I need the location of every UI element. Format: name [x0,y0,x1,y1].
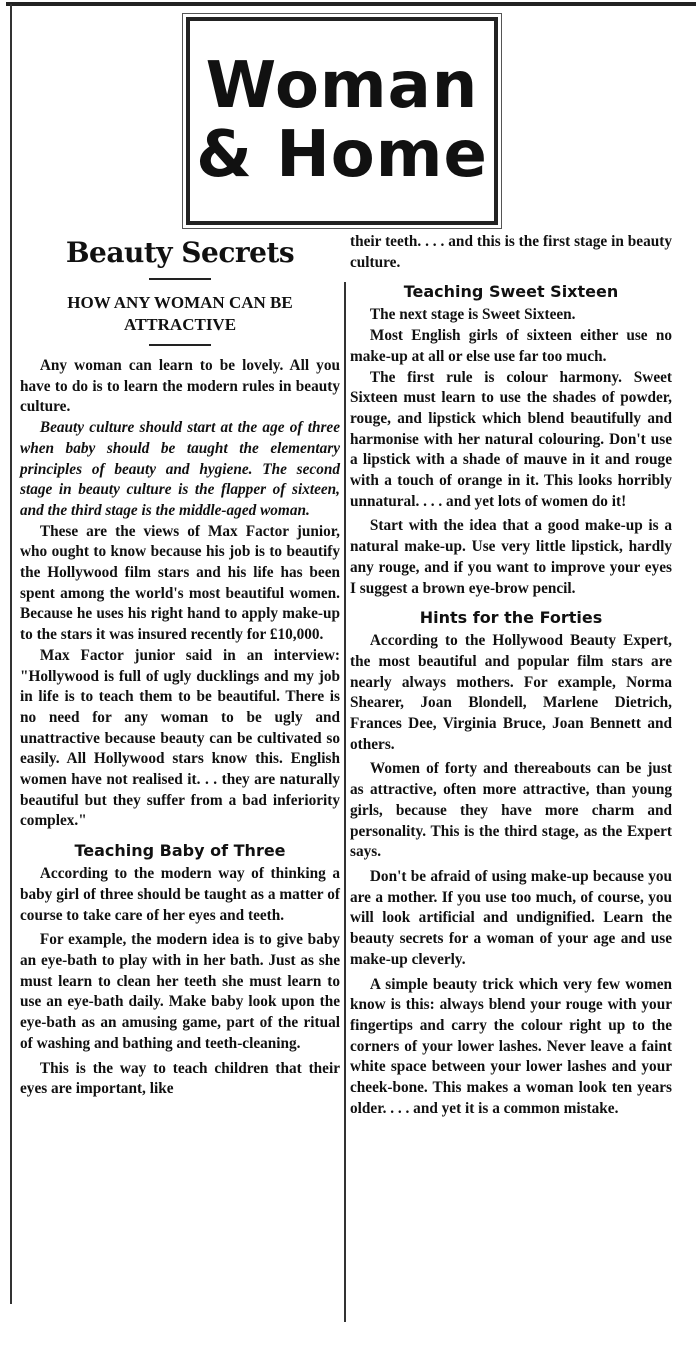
left-column [20,232,340,1100]
quote-paragraph: Max Factor junior said in an interview: "Hollywood is full of ugly ducklings and my job in life is to teach them to be beautiful. There is no need for any woman to be ugly and unattractive because beauty can be cultivated so easily. All Hollywood stars know this. English women have not realised it. . . they are naturally beautiful but they suffer from a bad inferiority complex." [20,646,340,830]
title-rule [149,278,211,280]
body-paragraph: According to the modern way of thinking a baby girl of three should be taught as a matter of course to take care of her eyes and teeth. [20,865,340,924]
body-paragraph: For example, the modern idea is to give baby an eye-bath to play with in her bath. Just as she must learn to clean her teeth she must learn to use an eye-bath daily. Make baby look upon the eye-bath as an amusing game, part of the ritual of washing and bathing and teeth-cleaning. [20,931,340,1052]
body-paragraph: This is the way to teach children that their eyes are important, like [20,1059,340,1098]
continued-paragraph: their teeth. . . . and this is the first stage in beauty culture. [350,233,672,271]
intro-paragraph: Any woman can learn to be lovely. All you have to do is to learn the modern rules in beauty culture. [20,357,340,416]
body-paragraph: Women of forty and thereabouts can be just as attractive, often more attractive, than young girls, because they have more charm and personality. This is the third stage, as the Expert says. [350,760,672,861]
top-border-rule [6,2,696,6]
body-paragraph: The next stage is Sweet Sixteen. [369,306,576,324]
section-heading-baby: Teaching Baby of Three [74,841,286,861]
body-paragraph: According to the Hollywood Beauty Expert, the most beautiful and popular film stars are nearly always mothers. For example, Norma Shearer, Joan Blondell, Marlene Dietrich, Frances Dee, Virginia Bruce, Joan Bennett and others. [350,632,672,753]
masthead-line-2: & Home [196,118,488,192]
body-paragraph: Most English girls of sixteen either use no make-up at all or else use far too much. [350,327,672,365]
body-paragraph: Start with the idea that a good make-up is a natural make-up. Use very little lipstick, hardly any rouge, and if you want to improve your eyes I suggest a brown eye-brow pencil. [350,517,672,597]
body-paragraph: Don't be afraid of using make-up because you are a mother. If you use too much, of course, you will look artificial and undignified. Learn the beauty secrets for a woman of your age and use make-up cleverly. [350,867,672,968]
body-paragraph: The first rule is colour harmony. Sweet Sixteen must learn to use the shades of powder, rouge, and lipstick which blend beautifully and harmonise with her natural colouring. Don't use a lipstick with a shade of mauve in it and rouge with a touch of orange in it. This looks horribly unnatural. . . . and yet lots of women do it! [350,368,672,510]
italic-paragraph: Beauty culture should start at the age of three when baby should be taught the elementary principles of beauty and hygiene. The second stage in beauty culture is the flapper of sixteen, and the third stage is the middle-aged woman. [20,419,340,519]
masthead-box [186,17,498,225]
right-column [350,232,672,1119]
body-paragraph: A simple beauty trick which very few women know is this: always blend your rouge with your fingertips and carry the colour right up to the corners of your lower lashes. Never leave a faint white space between your lower lashes and your cheek-bone. This makes a woman look ten years older. . . . and yet it is a common mistake. [350,975,672,1117]
section-heading-sixteen: Teaching Sweet Sixteen [403,282,619,302]
body-paragraph: These are the views of Max Factor junior, who ought to know because his job is to beautify the Hollywood film stars and his life has been spent among the world's most beautiful women. Because he uses his right hand to apply make-up to the stars it was insured recently for £10,000. [20,522,340,644]
column-divider [344,282,346,1322]
article-subtitle: HOW ANY WOMAN CAN BE ATTRACTIVE [67,293,293,334]
masthead-line-1: Woman [205,48,479,123]
subtitle-rule [149,344,211,346]
left-border-rule [10,4,12,1304]
article-title: Beauty Secrets [65,236,295,269]
section-heading-forties: Hints for the Forties [419,608,603,628]
